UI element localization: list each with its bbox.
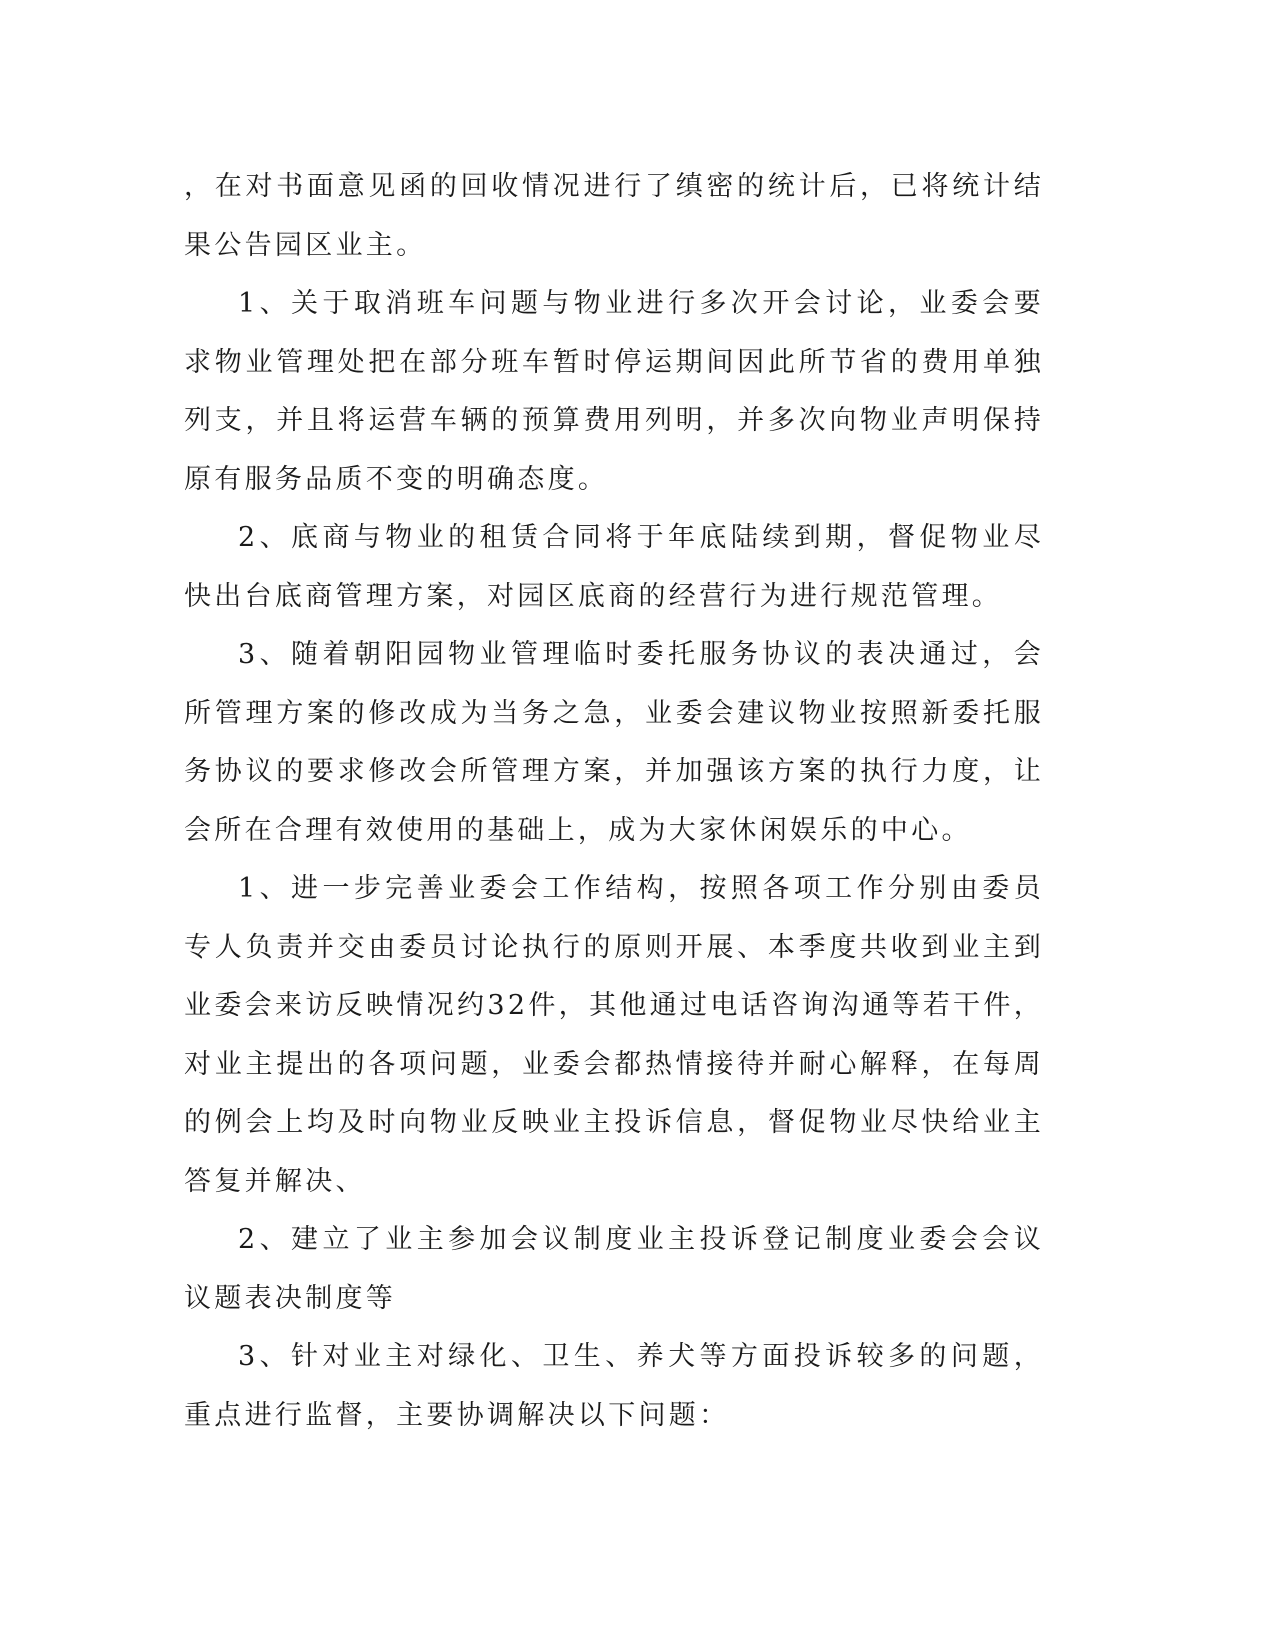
paragraph-shuttle-bus: 1、关于取消班车问题与物业进行多次开会讨论，业委会要求物业管理处把在部分班车暂时停运期间因此所节省的费用单独列支，并且将运营车辆的预算费用列明，并多次向物业声明保持原有服务品质不变的明确态度。 <box>184 288 1044 495</box>
paragraph-shop-lease: 2、底商与物业的租赁合同将于年底陆续到期，督促物业尽快出台底商管理方案，对园区底商的经营行为进行规范管理。 <box>184 522 1044 612</box>
paragraph-intro: ，在对书面意见函的回收情况进行了缜密的统计后，已将统计结果公告园区业主。 <box>184 171 1044 261</box>
paragraph-meeting-system: 2、建立了业主参加会议制度业主投诉登记制度业委会会议议题表决制度等 <box>184 1224 1044 1314</box>
paragraph-clubhouse: 3、随着朝阳园物业管理临时委托服务协议的表决通过，会所管理方案的修改成为当务之急，业委会建议物业按照新委托服务协议的要求修改会所管理方案，并加强该方案的执行力度，让会所在合理有效使用的基础上，成为大家休闲娱乐的中心。 <box>184 639 1044 846</box>
paragraph-committee-structure: 1、进一步完善业委会工作结构，按照各项工作分别由委员专人负责并交由委员讨论执行的原则开展、本季度共收到业主到业委会来访反映情况约32件，其他通过电话咨询沟通等若干件，对业主提出的各项问题，业委会都热情接待并耐心解释，在每周的例会上均及时向物业反映业主投诉信息，督促物业尽快给业主答复并解决、 <box>184 873 1044 1197</box>
paragraph-complaints: 3、针对业主对绿化、卫生、养犬等方面投诉较多的问题，重点进行监督，主要协调解决以下问题： <box>184 1341 1044 1431</box>
document-body <box>184 158 1044 1445</box>
